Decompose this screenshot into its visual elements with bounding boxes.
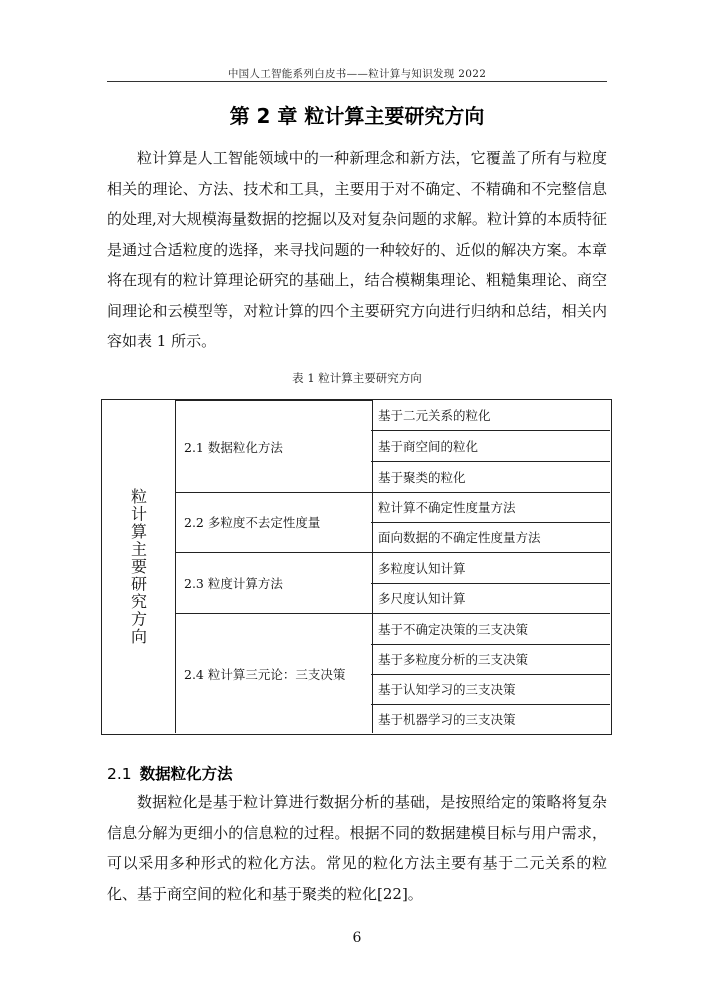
section-title: 数据粒化方法 [139,765,233,783]
cell-text: 基于认知学习的三支决策 [378,682,516,697]
group-label: 2.4 粒计算三元论：三支决策 [184,666,346,682]
cell-text: 基于二元关系的粒化 [378,408,491,423]
table-group [175,492,373,553]
cell-text: 多尺度认知计算 [378,591,466,606]
side-label-text: 粒计算主要研究方向 [128,488,148,646]
cell-text: 基于不确定决策的三支决策 [378,622,529,637]
table-cell [371,522,610,553]
section-heading [107,762,233,784]
chapter-title: 第 2 章 粒计算主要研究方向 [229,104,485,128]
table-group [175,400,373,493]
table-cell [371,614,610,645]
table-cell [371,462,610,493]
table-cell [371,400,610,431]
cell-text: 粒计算不确定性度量方法 [378,500,516,515]
group-label: 2.1 数据粒化方法 [184,439,283,455]
intro-paragraph: 粒计算是人工智能领域中的一种新理念和新方法，它覆盖了所有与粒度相关的理论、方法、技术和工具，主要用于对不确定、不精确和不完整信息的处理,对大规模海量数据的挖掘以及对复杂问题的求解。粒计算的本质特征是通过合适粒度的选择，来寻找问题的一种较好的、近似的解决方案。本章将在现有的粒计算理论研究的基础上，结合模糊集理论、粗糙集理论、商空间理论和云模型等，对粒计算的四个主要研究方向进行归纳和总结，相关内容如表 1 所示。 [107,149,607,350]
section-paragraph: 数据粒化是基于粒计算进行数据分析的基础，是按照给定的策略将复杂信息分解为更细小的信息粒的过程。根据不同的数据建模目标与用户需求，可以采用多种形式的粒化方法。常见的粒化方法主要有基于二元关系的粒化、基于商空间的粒化和基于聚类的粒化[22]。 [107,793,607,903]
research-directions-table [101,399,612,735]
group-label: 2.2 多粒度不去定性度量 [184,515,321,530]
table-cell [371,583,610,614]
table-caption: 表 1 粒计算主要研究方向 [292,371,422,385]
section-number: 2.1 [107,765,132,783]
table-cell [371,431,610,462]
cell-text: 基于机器学习的三支决策 [378,712,516,727]
cell-text: 基于多粒度分析的三支决策 [378,652,529,667]
table-group [175,614,373,733]
page-number: 6 [352,930,362,946]
table-cell [371,674,610,705]
group-label: 2.3 粒度计算方法 [184,576,283,591]
cell-text: 多粒度认知计算 [378,561,466,576]
header-rule [107,81,607,82]
table-cell [371,644,610,675]
cell-text: 面向数据的不确定性度量方法 [378,530,541,545]
table-cell [371,553,610,584]
table-side-label [102,400,174,734]
table-cell [371,492,610,523]
cell-text: 基于聚类的粒化 [378,470,466,485]
table-cell [371,704,610,734]
cell-text: 基于商空间的粒化 [378,439,479,454]
running-header: 中国人工智能系列白皮书——粒计算与知识发现 2022 [227,68,487,80]
table-group [175,553,373,614]
